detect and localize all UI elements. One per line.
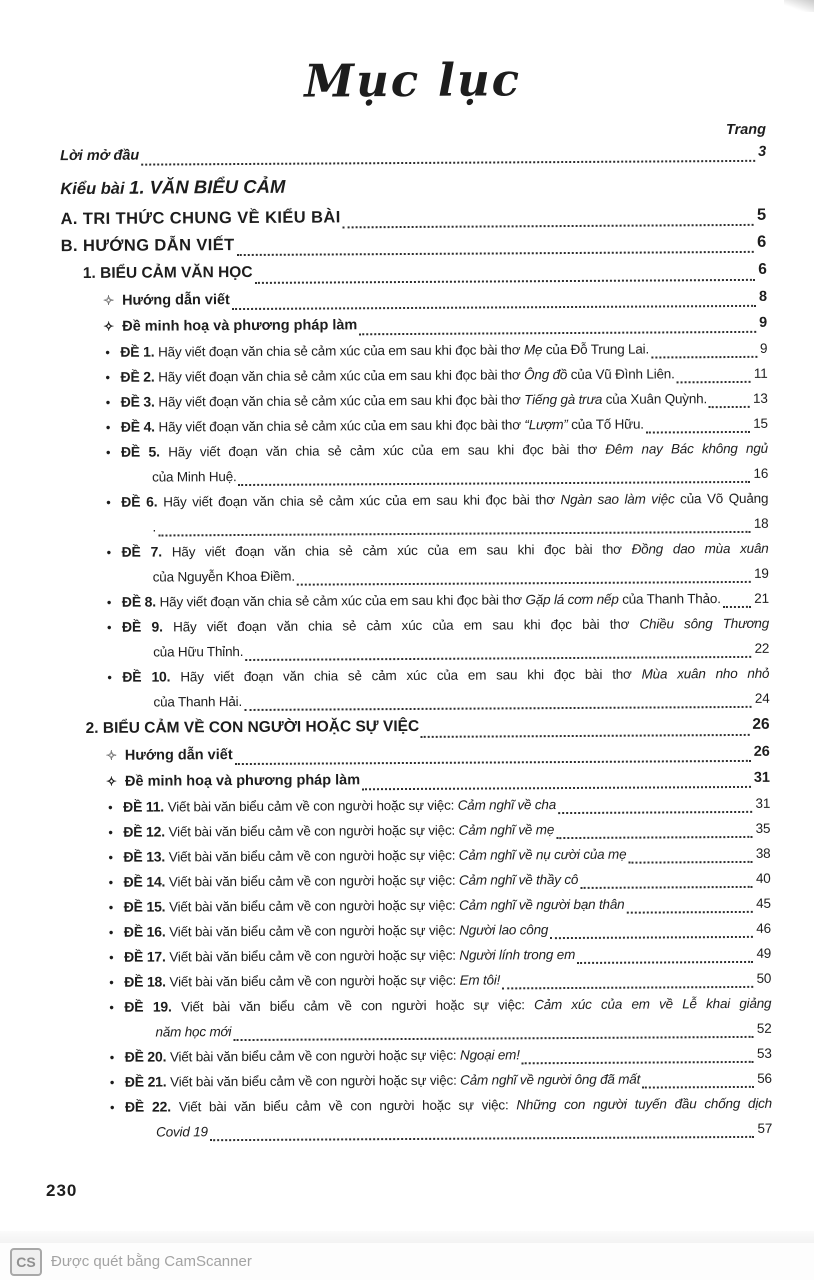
diamond-icon: ✧ [105, 773, 117, 789]
toc-entry-text [124, 941, 575, 969]
toc-entry-text [122, 615, 769, 634]
toc-text-segment: Hãy viết đoạn văn chia sẻ cảm xúc của em sau khi đọc bài thơ [168, 441, 606, 459]
toc-entry-text [122, 665, 769, 684]
toc-text-segment: ĐỀ 19. [124, 997, 182, 1015]
toc-text-segment: “Lượm” [524, 416, 568, 432]
toc-text-segment: Viết bài văn biểu cảm về con người hoặc sự việc: [169, 947, 460, 964]
bullet-icon: • [106, 544, 111, 560]
toc-page-number: 15 [753, 415, 768, 431]
dotted-leader [244, 703, 752, 710]
bullet-icon: • [105, 419, 111, 435]
dotted-leader [141, 157, 755, 165]
toc-entry-line [106, 485, 768, 514]
bullet-icon: • [109, 949, 114, 965]
dotted-leader [550, 933, 753, 938]
toc-entry-text [123, 817, 554, 845]
toc-text-segment: Cảm nghĩ về nụ cười của mẹ [458, 846, 627, 863]
toc-text-segment: Covid 19 [156, 1123, 208, 1140]
bullet-icon: • [105, 394, 111, 410]
toc-entry [107, 660, 769, 714]
toc-text-segment: Hãy viết đoạn văn chia sẻ cảm xúc của em sau khi đọc bài thơ [159, 591, 526, 610]
toc-text-segment: Đề minh hoạ và phương pháp làm [122, 316, 358, 335]
dotted-leader [421, 731, 749, 737]
bullet-icon: • [106, 494, 111, 510]
toc-page-number: 19 [754, 565, 769, 581]
toc-page-number: 35 [755, 820, 771, 836]
toc-text-segment: Chiều sông Thương [639, 615, 770, 632]
toc-entry-text [122, 586, 721, 615]
toc-text-segment: Cảm nghĩ về người bạn thân [459, 896, 625, 913]
dotted-leader [522, 1058, 754, 1063]
dotted-leader [723, 603, 752, 607]
dotted-leader [235, 757, 751, 764]
toc-text-segment: Cảm nghĩ về cha [457, 796, 557, 813]
toc-entry-text [125, 742, 233, 769]
toc-text-segment: của Minh Huệ. [152, 468, 237, 485]
toc-text-segment: Mùa xuân nho nhỏ [641, 665, 770, 682]
toc-entry-text [156, 1119, 208, 1144]
toc-entry [103, 309, 767, 339]
toc-page-number: 9 [759, 340, 768, 356]
toc-text-segment: của Thanh Hải. [153, 693, 243, 710]
toc-text-segment: Đêm nay Bác không ngủ [605, 440, 768, 457]
dotted-leader [343, 221, 754, 228]
dotted-leader [239, 478, 751, 485]
toc-page-number: 11 [753, 365, 768, 381]
toc-text-segment: của Thanh Thảo. [618, 590, 721, 607]
dotted-leader [210, 1133, 755, 1140]
toc-text-segment: 2. BIỂU CẢM VỀ CON NGƯỜI HOẶC SỰ VIỆC [85, 717, 420, 737]
toc-text-segment: Gặp lá cơm nếp [525, 591, 619, 607]
toc-entry [60, 169, 766, 202]
toc-text-segment: của Tố Hữu. [567, 416, 644, 432]
toc-text-segment: Viết bài văn biểu cảm về con người hoặc sự việc: [169, 922, 460, 939]
toc-entry-text [155, 1019, 231, 1044]
toc-text-segment: ĐỀ 4. [120, 418, 159, 435]
dotted-leader [580, 883, 753, 888]
toc-entry-line [106, 764, 770, 794]
toc-page-number: 18 [753, 515, 769, 531]
toc-text-segment: Viết bài văn biểu cảm về con người hoặc sự việc: [170, 1072, 461, 1089]
toc-page-number: 31 [753, 769, 771, 786]
toc-entry [61, 228, 767, 259]
toc-text-segment: ĐỀ 17. [123, 947, 170, 965]
toc-text-segment: năm học mới [155, 1023, 232, 1040]
diamond-icon: ✧ [102, 292, 114, 308]
toc-entry [106, 485, 768, 539]
toc-entry-line [106, 385, 768, 414]
toc-continuation-line [110, 1115, 772, 1144]
toc-text-segment: Người lính trong em [459, 946, 576, 963]
toc-entry-line [107, 610, 769, 639]
toc-page-number: 46 [756, 920, 771, 936]
toc-text-segment: của Hữu Thỉnh. [153, 643, 244, 660]
toc-entry-text [83, 258, 253, 287]
toc-page-number: 24 [754, 690, 770, 706]
toc-entry-text [121, 411, 644, 439]
toc-page-number: 49 [756, 945, 772, 961]
toc-text-segment: ĐỀ 10. [122, 667, 181, 685]
diamond-icon: ✧ [103, 318, 115, 334]
toc-entry-text [60, 172, 285, 202]
toc-entry-text [124, 995, 771, 1014]
toc-text-segment: ĐỀ 3. [120, 393, 159, 410]
dotted-leader [651, 353, 757, 358]
toc-text-segment: Viết bài văn biểu cảm về con người hoặc sự việc: [178, 1096, 517, 1114]
toc-text-segment: của Xuân Quỳnh. [602, 390, 708, 407]
dotted-leader [502, 983, 753, 989]
toc-text-segment: ĐỀ 7. [121, 542, 172, 560]
toc-entry-text [125, 1066, 640, 1094]
scan-corner-shade [784, 0, 814, 12]
toc-entry-line [106, 435, 768, 464]
toc-entry-line [109, 990, 771, 1019]
toc-entry-text [122, 540, 769, 559]
bullet-icon: • [108, 799, 113, 815]
toc-entry-text [121, 490, 768, 509]
toc-entry-text [60, 143, 139, 168]
camscanner-watermark-text: Được quét bằng CamScanner [51, 1253, 252, 1270]
toc-text-segment: ĐỀ 5. [120, 442, 169, 460]
bullet-icon: • [108, 924, 114, 940]
toc-entry-line [83, 255, 767, 287]
toc-text-segment: Hướng dẫn viết [124, 746, 233, 764]
toc-text-segment: B. HƯỚNG DẪN VIẾT [60, 235, 235, 255]
toc-text-segment: Hướng dẫn viết [121, 291, 230, 309]
toc-entry [107, 610, 769, 664]
toc-text-segment: Viết bài văn biểu cảm về con người hoặc sự việc: [169, 1047, 461, 1064]
bullet-icon: • [108, 824, 113, 840]
toc-entry-text [86, 712, 420, 742]
dotted-leader [558, 808, 753, 813]
toc-text-segment: A. TRI THỨC CHUNG VỀ KIỂU BÀI [60, 207, 341, 228]
dotted-leader [556, 833, 753, 838]
toc-text-segment: ĐỀ 8. [121, 593, 160, 610]
dotted-leader [237, 248, 755, 255]
dotted-leader [626, 908, 753, 913]
toc-page-number: 52 [756, 1020, 772, 1036]
toc-page-number: 6 [758, 260, 767, 278]
toc-page-number: 16 [753, 465, 769, 481]
toc-text-segment: Viết bài văn biểu cảm về con người hoặc sự việc: [168, 822, 459, 839]
toc-page-number: 31 [755, 795, 771, 811]
toc-text-segment: ĐỀ 20. [124, 1047, 171, 1065]
toc-entry [106, 764, 770, 794]
toc-entry-text [125, 1095, 772, 1114]
toc-entry-text [152, 514, 156, 539]
toc-text-segment: ĐỀ 1. [120, 343, 159, 360]
toc-entry [83, 255, 767, 287]
toc-text-segment: ĐỀ 2. [120, 368, 159, 385]
dotted-leader [709, 403, 750, 407]
toc-page-number: 6 [757, 232, 767, 251]
dotted-leader [677, 378, 751, 382]
toc-entry-line [60, 139, 766, 168]
toc-text-segment: của Vũ Đình Liên. [567, 365, 675, 382]
toc-page-number: 13 [752, 390, 768, 406]
bullet-icon: • [105, 444, 111, 460]
toc-entry-text [120, 336, 649, 364]
toc-text-segment: Hãy viết đoạn văn chia sẻ cảm xúc của em sau khi đọc bài thơ [158, 366, 525, 385]
toc-page-number: 57 [757, 1120, 773, 1136]
camscanner-footer [0, 1243, 814, 1280]
toc-entry-text [123, 841, 626, 869]
camscanner-logo-icon: CS [10, 1248, 42, 1276]
toc-entry [106, 535, 768, 589]
toc-entry-text [121, 440, 768, 459]
toc-entry-text [153, 563, 295, 589]
dotted-leader [297, 578, 751, 585]
toc-text-segment: Đề minh hoạ và phương pháp làm [124, 771, 361, 790]
toc-text-segment: ĐỀ 21. [124, 1072, 171, 1090]
dotted-leader [245, 653, 751, 660]
toc-entry-line [103, 283, 767, 313]
toc-text-segment: Những con người tuyến đầu chống dịch [516, 1095, 772, 1112]
toc-text-segment: Viết bài văn biểu cảm về con người hoặc sự việc: [169, 972, 460, 989]
bullet-icon: • [109, 1074, 115, 1090]
toc-text-segment: ĐỀ 16. [123, 922, 170, 940]
toc-page-number: 50 [756, 970, 772, 986]
toc-entry [60, 201, 766, 232]
toc-entry-text [122, 287, 230, 314]
dotted-leader [233, 1033, 754, 1040]
toc-entry-text [60, 204, 340, 233]
toc-text-segment: Hãy viết đoạn văn chia sẻ cảm xúc của em sau khi đọc bài thơ [163, 491, 561, 509]
toc-text-segment: Tiếng gà trưa [524, 391, 603, 407]
toc-page-number: 38 [755, 845, 771, 861]
toc-entry-text [124, 917, 548, 945]
page-title: Mục lục [304, 53, 522, 108]
toc-text-segment: Viết bài văn biểu cảm về con người hoặc sự việc: [168, 847, 459, 864]
toc-text-segment: Cảm nghĩ về thầy cô [458, 871, 579, 888]
toc-entry-line [106, 535, 768, 564]
toc-text-segment: Cảm xúc của em về Lễ khai giảng [534, 995, 772, 1012]
toc-entry-text [124, 866, 579, 894]
toc-text-segment: ĐỀ 12. [123, 822, 169, 840]
dotted-leader [362, 783, 751, 789]
toc-entry-line [86, 710, 770, 742]
toc-entry-text [125, 767, 360, 794]
toc-entry-text [120, 361, 674, 389]
book-page-number: 230 [46, 1181, 78, 1200]
toc-entry-text [152, 464, 237, 490]
dotted-leader [359, 328, 756, 334]
toc-entry-line [107, 660, 769, 689]
bullet-icon: • [109, 1099, 115, 1115]
dotted-leader [232, 302, 756, 309]
toc-text-segment: Hãy viết đoạn văn chia sẻ cảm xúc của em sau khi đọc bài thơ [171, 541, 632, 559]
toc-text-segment: Hãy viết đoạn văn chia sẻ cảm xúc của em sau khi đọc bài thơ [158, 416, 525, 435]
toc-entry-line [106, 738, 770, 768]
toc-entry-text [153, 639, 243, 665]
toc-entry [86, 710, 770, 742]
toc-text-segment: Viết bài văn biểu cảm về con người hoặc sự việc: [168, 897, 460, 914]
toc-text-segment: của Đỗ Trung Lai. [542, 341, 650, 357]
page-column-header: Trang [725, 121, 767, 138]
toc-entry [107, 585, 769, 614]
dotted-leader [158, 528, 751, 536]
toc-text-segment: Mẹ [523, 341, 543, 357]
bullet-icon: • [108, 849, 113, 865]
toc-text-segment: Đồng dao mùa xuân [631, 540, 769, 557]
toc-text-segment: Cảm nghĩ về mẹ [458, 821, 555, 838]
toc-text-segment: Cảm nghĩ về người ông đã mất [460, 1071, 641, 1088]
toc-entry-text [124, 891, 625, 919]
toc-text-segment: Ông đồ [524, 366, 568, 382]
dotted-leader [628, 858, 752, 863]
toc-text-segment: Người lao công [459, 921, 549, 938]
toc-text-segment: ĐỀ 18. [124, 972, 170, 990]
bullet-icon: • [109, 1049, 115, 1065]
toc-text-segment: ĐỀ 22. [124, 1097, 179, 1115]
toc-text-segment: ĐỀ 9. [121, 617, 174, 635]
toc-entry-text [122, 312, 357, 339]
toc-text-segment: Viết bài văn biểu cảm về con người hoặc sự việc: [181, 996, 535, 1014]
toc-text-segment: ĐỀ 14. [123, 872, 169, 890]
toc-entry [103, 283, 767, 313]
toc-text-segment: 1. VĂN BIỂU CẢM [129, 175, 286, 198]
diamond-icon: ✧ [105, 747, 117, 763]
toc-text-segment: ĐỀ 13. [123, 847, 169, 865]
toc-page-number: 53 [756, 1045, 772, 1061]
dotted-leader [646, 428, 750, 433]
bullet-icon: • [109, 974, 114, 990]
dotted-leader [577, 958, 753, 963]
toc-text-segment: Viết bài văn biểu cảm về con người hoặc sự việc: [168, 872, 459, 889]
toc-entry-line [107, 585, 769, 614]
dotted-leader [642, 1083, 754, 1088]
toc-page-number: 21 [754, 590, 769, 606]
toc-text-segment: ĐỀ 11. [123, 797, 168, 815]
toc-page-number: 45 [756, 895, 771, 911]
toc-entry [60, 139, 766, 168]
bullet-icon: • [109, 999, 114, 1015]
toc-text-segment: Ngoại em! [459, 1046, 520, 1063]
toc-text-segment: của Võ Quảng [674, 490, 769, 506]
toc-text-segment: Lời mở đầu [60, 147, 140, 164]
toc-entry-line [60, 169, 766, 202]
bullet-icon: • [108, 899, 114, 915]
bullet-icon: • [106, 594, 112, 610]
toc-entry-text [123, 792, 556, 820]
toc-page-number: 8 [758, 288, 768, 305]
toc-page-number: 26 [753, 743, 770, 760]
toc-text-segment: Hãy viết đoạn văn chia sẻ cảm xúc của em sau khi đọc bài thơ [180, 666, 642, 684]
dotted-leader [255, 276, 756, 283]
toc-entry [106, 435, 768, 489]
toc-page-number: 56 [757, 1070, 772, 1086]
toc-entry-text [124, 967, 500, 994]
toc-text-segment: . [152, 519, 157, 535]
toc-text-segment: Viết bài văn biểu cảm về con người hoặc sự việc: [167, 797, 458, 814]
toc-page-number: 22 [754, 640, 770, 656]
toc-entry [106, 738, 770, 768]
toc-page-number: 9 [759, 314, 768, 331]
toc-entry-text [153, 689, 242, 715]
toc-text-segment: ĐỀ 6. [121, 492, 164, 510]
toc-entry [106, 385, 768, 414]
toc-entry-line [61, 228, 767, 259]
toc-entry-text [61, 232, 235, 260]
bullet-icon: • [105, 369, 110, 385]
toc-text-segment: Hãy viết đoạn văn chia sẻ cảm xúc của em sau khi đọc bài thơ [158, 391, 525, 410]
toc-page-number: 40 [755, 870, 771, 886]
toc-page-number: 5 [756, 205, 767, 224]
bullet-icon: • [106, 619, 112, 635]
toc-list [60, 139, 772, 1144]
toc-text-segment: Hãy viết đoạn văn chia sẻ cảm xúc của em sau khi đọc bài thơ [158, 341, 524, 360]
toc-entry-line [110, 1090, 772, 1119]
toc-entry-text [121, 386, 707, 415]
bullet-icon: • [105, 344, 110, 360]
toc-text-segment: Ngàn sao làm việc [560, 490, 675, 507]
toc-text-segment: 1. BIỂU CẢM VĂN HỌC [82, 263, 253, 282]
toc-text-segment: của Nguyễn Khoa Điềm. [152, 568, 295, 585]
toc-entry-line [103, 309, 767, 339]
toc-text-segment: ĐỀ 15. [123, 897, 170, 915]
toc-text-segment: Kiểu bài [60, 179, 130, 198]
toc-entry-text [125, 1042, 520, 1069]
bullet-icon: • [107, 669, 112, 685]
toc-entry [110, 1090, 772, 1144]
toc-page-number: 26 [752, 715, 770, 733]
toc-entry-line [60, 201, 766, 232]
toc-text-segment: Hãy viết đoạn văn chia sẻ cảm xúc của em sau khi đọc bài thơ [173, 616, 640, 634]
bullet-icon: • [108, 874, 113, 890]
toc-entry [109, 990, 771, 1044]
toc-text-segment: Em tôi! [459, 971, 501, 988]
toc-page-number: 3 [758, 143, 767, 160]
